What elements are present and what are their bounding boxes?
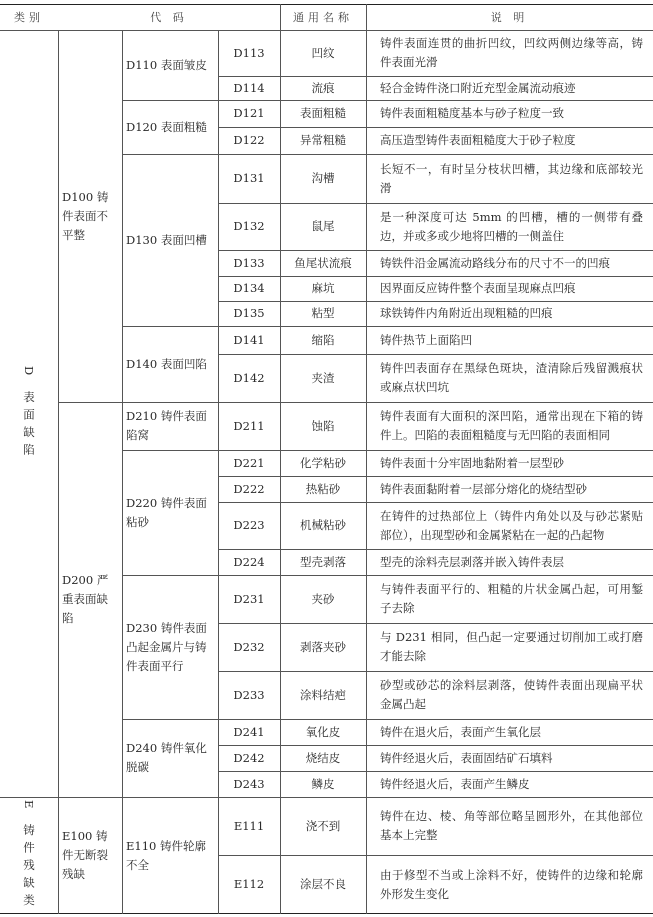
name-e111: 浇不到 xyxy=(305,818,341,833)
class-rule xyxy=(122,154,653,155)
class-rule xyxy=(122,575,653,576)
header-category: 类别 xyxy=(14,10,44,24)
desc-d223: 在铸件的过热部位上（铸件内角处以及与砂芯紧贴部位），出现型砂和金属紧粘在一起的凸起物 xyxy=(380,508,643,542)
desc-d231: 与铸件表面平行的、粗糙的片状金属凸起，可用錾子去除 xyxy=(380,582,643,615)
code-d121: D121 xyxy=(233,106,265,120)
row-rule xyxy=(218,301,653,302)
desc-d232: 与 D231 相同，但凸起一定要通过切削加工或打磨才能去除 xyxy=(380,630,643,663)
group-label: D 表面缺陷 xyxy=(22,366,36,461)
name-d133: 鱼尾状流痕 xyxy=(294,255,352,270)
column-divider xyxy=(280,4,281,914)
code-d132: D132 xyxy=(233,219,265,233)
code-d241: D241 xyxy=(233,724,265,739)
desc-d142: 铸件凹表面存在黑绿色斑块，渣清除后残留溅痕状或麻点状凹坑 xyxy=(380,361,643,394)
header-description: 说 明 xyxy=(490,10,529,24)
row-rule xyxy=(218,855,653,856)
desc-d233: 砂型或砂芯的涂料层剥落，使铸件表面出现扁平状金属凸起 xyxy=(380,678,643,711)
name-d224: 型壳剥落 xyxy=(300,554,346,569)
code-d233: D233 xyxy=(233,687,265,702)
group-d-surface-defects xyxy=(0,30,58,797)
desc-e112: 由于修型不当或上涂料不好，使铸件的边缘和轮廓外形发生变化 xyxy=(380,867,643,901)
row-rule xyxy=(218,745,653,746)
row-rule xyxy=(218,771,653,772)
name-d241: 氧化皮 xyxy=(305,724,341,739)
name-d131: 沟槽 xyxy=(311,171,335,185)
table-bottom-rule xyxy=(0,913,653,914)
name-e112: 涂层不良 xyxy=(300,877,346,891)
desc-d133: 铸铁件沿金属流动路线分布的尺寸不一的凹痕 xyxy=(380,255,610,270)
code-d211: D211 xyxy=(233,418,265,433)
name-d231: 夹砂 xyxy=(311,591,335,606)
group-rule xyxy=(0,797,653,798)
header-rule xyxy=(0,30,653,31)
subgroup-d200: D200 严重表面缺陷 xyxy=(62,573,109,625)
name-d242: 烧结皮 xyxy=(305,750,341,765)
subgroup-d100: D100 铸件表面不平整 xyxy=(62,189,109,242)
desc-d132: 是一种深度可达 5mm 的凹槽，槽的一侧带有叠边，并或多或少地将凹槽的一侧盖住 xyxy=(380,209,643,243)
class-d110: D110 表面皱皮 xyxy=(126,57,207,72)
name-d243: 鳞皮 xyxy=(311,776,335,791)
row-rule xyxy=(218,476,653,477)
desc-d224: 型壳的涂料壳层剥落并嵌入铸件表层 xyxy=(380,554,564,569)
desc-d222: 铸件表面黏附着一层部分熔化的烧结型砂 xyxy=(380,481,587,496)
name-d113: 凹纹 xyxy=(311,45,335,60)
row-rule xyxy=(218,671,653,672)
class-e110: E110 铸件轮廓不全 xyxy=(126,838,206,872)
row-rule xyxy=(218,549,653,550)
class-d130: D130 表面凹槽 xyxy=(126,232,207,247)
name-d221: 化学粘砂 xyxy=(300,455,346,470)
code-d231: D231 xyxy=(233,591,265,606)
name-d141: 缩陷 xyxy=(311,332,335,347)
desc-d134: 因界面反应铸件整个表面呈现麻点凹痕 xyxy=(380,281,576,295)
class-rule xyxy=(122,100,653,101)
code-d142: D142 xyxy=(233,370,265,385)
name-d122: 异常粗糙 xyxy=(300,133,346,147)
subgroup-e100: E100 铸件无断裂残缺 xyxy=(62,829,108,881)
column-divider xyxy=(122,30,123,914)
name-d222: 热粘砂 xyxy=(305,481,341,496)
code-d114: D114 xyxy=(233,80,265,95)
class-rule xyxy=(122,719,653,720)
code-d122: D122 xyxy=(233,133,265,147)
desc-d122: 高压造型铸件表面粗糙度大于砂子粒度 xyxy=(380,133,576,147)
row-rule xyxy=(218,127,653,128)
code-d134: D134 xyxy=(233,281,265,295)
name-d132: 鼠尾 xyxy=(311,219,335,233)
row-rule xyxy=(218,276,653,277)
name-d223: 机械粘砂 xyxy=(300,518,346,532)
code-d221: D221 xyxy=(233,455,265,470)
desc-d113: 铸件表面连贯的曲折凹纹，凹纹两侧边缘等高，铸件表面光滑 xyxy=(380,36,643,69)
class-d210: D210 铸件表面陷窝 xyxy=(126,409,207,442)
name-d211: 蚀陷 xyxy=(311,418,335,433)
code-e112: E112 xyxy=(233,877,265,891)
class-rule xyxy=(122,326,653,327)
code-d131: D131 xyxy=(233,171,265,185)
name-d114: 流痕 xyxy=(311,80,335,95)
row-rule xyxy=(218,502,653,503)
code-d243: D243 xyxy=(233,776,265,791)
subgroup-rule xyxy=(58,402,653,403)
class-rule xyxy=(122,450,653,451)
desc-d221: 铸件表面十分牢固地黏附着一层型砂 xyxy=(380,455,564,470)
row-rule xyxy=(218,76,653,77)
group-e-incomplete-castings xyxy=(0,797,58,914)
header-code: 代 码 xyxy=(150,10,188,24)
code-d222: D222 xyxy=(233,481,265,496)
class-d120: D120 表面粗糙 xyxy=(126,119,207,134)
desc-d242: 铸件经退火后，表面固结矿石填料 xyxy=(380,750,553,765)
desc-d135: 球铁铸件内角附近出现粗糙的凹痕 xyxy=(380,306,553,320)
code-d113: D113 xyxy=(233,45,265,60)
desc-d243: 铸件经退火后，表面产生鳞皮 xyxy=(380,776,530,791)
desc-d211: 铸件表面有大面积的深凹陷，通常出现在下箱的铸件上。凹陷的表面粗糙度与无凹陷的表面相同 xyxy=(380,409,643,442)
code-d242: D242 xyxy=(233,750,265,765)
class-d140: D140 表面凹陷 xyxy=(126,356,207,371)
desc-d121: 铸件表面粗糙度基本与砂子粒度一致 xyxy=(380,106,564,120)
desc-d131: 长短不一，有时呈分枝状凹槽，其边缘和底部较光滑 xyxy=(380,161,643,195)
column-divider xyxy=(366,4,367,914)
code-d135: D135 xyxy=(233,306,265,320)
desc-e111: 铸件在边、棱、角等部位略呈圆形外，在其他部位基本上完整 xyxy=(380,809,643,842)
name-d142: 夹渣 xyxy=(311,370,335,385)
column-divider xyxy=(58,30,59,914)
row-rule xyxy=(218,623,653,624)
code-d141: D141 xyxy=(233,332,265,347)
code-d232: D232 xyxy=(233,639,265,654)
header-common-name: 通用名称 xyxy=(293,10,353,24)
row-rule xyxy=(218,250,653,251)
class-d240: D240 铸件氧化脱碳 xyxy=(126,741,207,774)
name-d121: 表面粗糙 xyxy=(300,106,346,120)
row-rule xyxy=(218,203,653,204)
column-divider xyxy=(218,30,219,914)
code-d133: D133 xyxy=(233,255,265,270)
code-e111: E111 xyxy=(233,818,265,833)
class-d230: D230 铸件表面凸起金属片与铸件表面平行 xyxy=(126,620,207,673)
desc-d141: 铸件热节上面陷凹 xyxy=(380,332,472,347)
name-d232: 剥落夹砂 xyxy=(300,639,346,654)
row-rule xyxy=(218,354,653,355)
code-d223: D223 xyxy=(233,518,265,532)
name-d134: 麻坑 xyxy=(311,281,335,295)
desc-d114: 轻合金铸件浇口附近充型金属流动痕迹 xyxy=(380,80,576,95)
class-d220: D220 铸件表面粘砂 xyxy=(126,495,207,529)
name-d135: 粘型 xyxy=(311,306,335,320)
name-d233: 涂料结疤 xyxy=(300,687,346,702)
desc-d241: 铸件在退火后，表面产生氧化层 xyxy=(380,724,541,739)
group-label: E 铸件残缺类 xyxy=(22,799,36,912)
code-d224: D224 xyxy=(233,554,265,569)
table-top-rule xyxy=(0,4,653,5)
